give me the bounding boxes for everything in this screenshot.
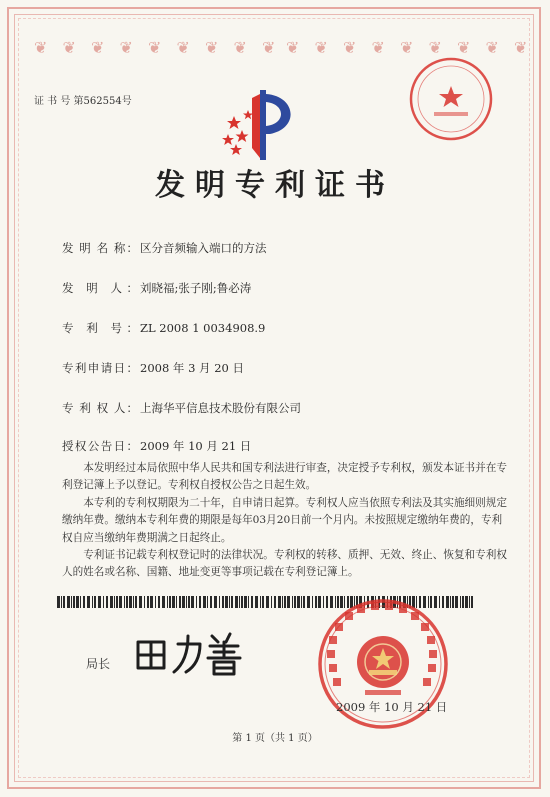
barcode-bar [260, 596, 261, 608]
barcode-bar [307, 596, 310, 608]
barcode-bar [450, 596, 451, 608]
barcode-bar [129, 596, 132, 608]
barcode-bar [103, 596, 104, 608]
barcode-bar [266, 596, 269, 608]
barcode-bar [239, 596, 240, 608]
barcode-bar [241, 596, 243, 608]
barcode-bar [169, 596, 171, 608]
body-paragraph: 本发明经过本局依照中华人民共和国专利法进行审查，决定授予专利权，颁发本证书并在专利登记簿上予以登记。专利权自授权公告之日起生效。 [62, 462, 507, 492]
barcode-bar [251, 596, 253, 608]
barcode-bar [248, 596, 249, 608]
barcode-bar [469, 596, 470, 608]
barcode-bar [455, 596, 458, 608]
barcode-bar [262, 596, 264, 608]
barcode-bar [150, 596, 153, 608]
document-title: 发明专利证书 [155, 168, 395, 203]
barcode-bar [244, 596, 247, 608]
field-value: 刘晓福;张子刚;鲁必涛 [140, 281, 252, 295]
barcode-bar [196, 596, 197, 608]
director-label: 局长 [86, 657, 111, 671]
barcode-bar [106, 596, 108, 608]
barcode-bar [124, 596, 125, 608]
barcode-bar [119, 596, 122, 608]
field-patent-number [62, 320, 265, 336]
barcode-bar [158, 596, 160, 608]
barcode-bar [312, 596, 313, 608]
barcode-bar [229, 596, 230, 608]
barcode-bar [214, 596, 217, 608]
barcode-bar [297, 596, 300, 608]
barcode-bar [176, 596, 177, 608]
barcode-bar [87, 596, 90, 608]
barcode-bar [167, 596, 168, 608]
barcode-bar [301, 596, 302, 608]
barcode-bar [292, 596, 293, 608]
barcode-bar [287, 596, 290, 608]
barcode-bar [162, 596, 165, 608]
field-label: 发 明 名 称： [62, 241, 138, 255]
barcode-bar [188, 596, 190, 608]
barcode-bar [199, 596, 201, 608]
field-label: 发 明 人： [62, 281, 138, 295]
barcode-bar [155, 596, 156, 608]
barcode-bar [73, 596, 75, 608]
field-value: 区分音频输入端口的方法 [140, 241, 267, 255]
barcode-bar [462, 596, 464, 608]
barcode-bar [207, 596, 208, 608]
barcode-bar [172, 596, 175, 608]
barcode-bar [144, 596, 145, 608]
patent-office-logo-icon [222, 86, 302, 162]
barcode-bar [203, 596, 206, 608]
barcode-bar [282, 596, 283, 608]
barcode-bar [114, 596, 115, 608]
barcode-bar [110, 596, 113, 608]
barcode-bar [284, 596, 286, 608]
barcode-bar [471, 596, 473, 608]
barcode-bar [57, 596, 60, 608]
barcode-bar [294, 596, 296, 608]
body-paragraph: 专利证书记载专利权登记时的法律状况。专利权的转移、质押、无效、终止、恢复和专利权人的姓名或名称、国籍、地址变更等事项记载在专利登记簿上。 [62, 549, 507, 579]
barcode-bar [139, 596, 142, 608]
barcode-bar [210, 596, 212, 608]
barcode-bar [465, 596, 468, 608]
field-value: 2009 年 10 月 21 日 [140, 439, 252, 453]
field-patentee [62, 400, 301, 416]
field-application-date [62, 360, 244, 376]
border-ornament-left: ❦ ❦ ❦ ❦ ❦ ❦ ❦ ❦ ❦ [34, 38, 281, 57]
barcode-bar [147, 596, 149, 608]
barcode-bar [278, 596, 281, 608]
field-label: 专 利 权 人： [62, 401, 138, 415]
barcode-bar [133, 596, 134, 608]
barcode-bar [303, 596, 305, 608]
field-label: 专 利 号： [62, 321, 138, 335]
barcode-bar [274, 596, 276, 608]
field-value: 上海华平信息技术股份有限公司 [140, 401, 301, 415]
field-grant-date [62, 438, 251, 454]
barcode-bar [80, 596, 81, 608]
barcode-bar [126, 596, 128, 608]
barcode-bar [116, 596, 118, 608]
field-value: ZL 2008 1 0034908.9 [140, 321, 266, 335]
barcode-bar [460, 596, 461, 608]
agency-stamp-icon [408, 56, 494, 142]
barcode-bar [76, 596, 79, 608]
barcode-bar [225, 596, 228, 608]
body-paragraph: 本专利的专利权期限为二十年，自申请日起算。专利权人应当依照专利法及其实施细则规定缴纳年费。缴纳本专利年费的期限是每年03月20日前一个月内。未按照规定缴纳年费的，专利权自应当缴纳年费期满之日起终止。 [62, 496, 507, 544]
barcode-bar [191, 596, 194, 608]
barcode-bar [135, 596, 137, 608]
field-value: 2008 年 3 月 20 日 [140, 361, 244, 375]
barcode-bar [67, 596, 70, 608]
certificate-body [62, 460, 510, 582]
page-number: 第 1 页（共 1 页） [232, 733, 318, 744]
barcode-bar [271, 596, 272, 608]
barcode-bar [63, 596, 65, 608]
barcode-bar [222, 596, 224, 608]
barcode-bar [255, 596, 258, 608]
issue-date: 2009 年 10 月 21 日 [336, 700, 448, 714]
barcode-bar [452, 596, 454, 608]
barcode-bar [83, 596, 85, 608]
barcode-bar [231, 596, 233, 608]
barcode-bar [179, 596, 181, 608]
field-inventors [62, 280, 251, 296]
barcode-bar [71, 596, 72, 608]
border-ornament-right: ❦ ❦ ❦ ❦ ❦ ❦ ❦ ❦ ❦ [286, 38, 533, 57]
barcode-bar [61, 596, 62, 608]
barcode-bar [182, 596, 185, 608]
barcode-bar [98, 596, 101, 608]
director-signature [134, 628, 242, 678]
field-invention-name [62, 240, 267, 256]
barcode-bar [94, 596, 96, 608]
barcode-bar [186, 596, 187, 608]
barcode-bar [219, 596, 220, 608]
certificate-number: 证 书 号 第562554号 [34, 96, 132, 107]
field-label: 专利申请日： [62, 361, 138, 375]
field-label: 授权公告日： [62, 439, 138, 453]
barcode-bar [92, 596, 93, 608]
barcode-bar [235, 596, 238, 608]
